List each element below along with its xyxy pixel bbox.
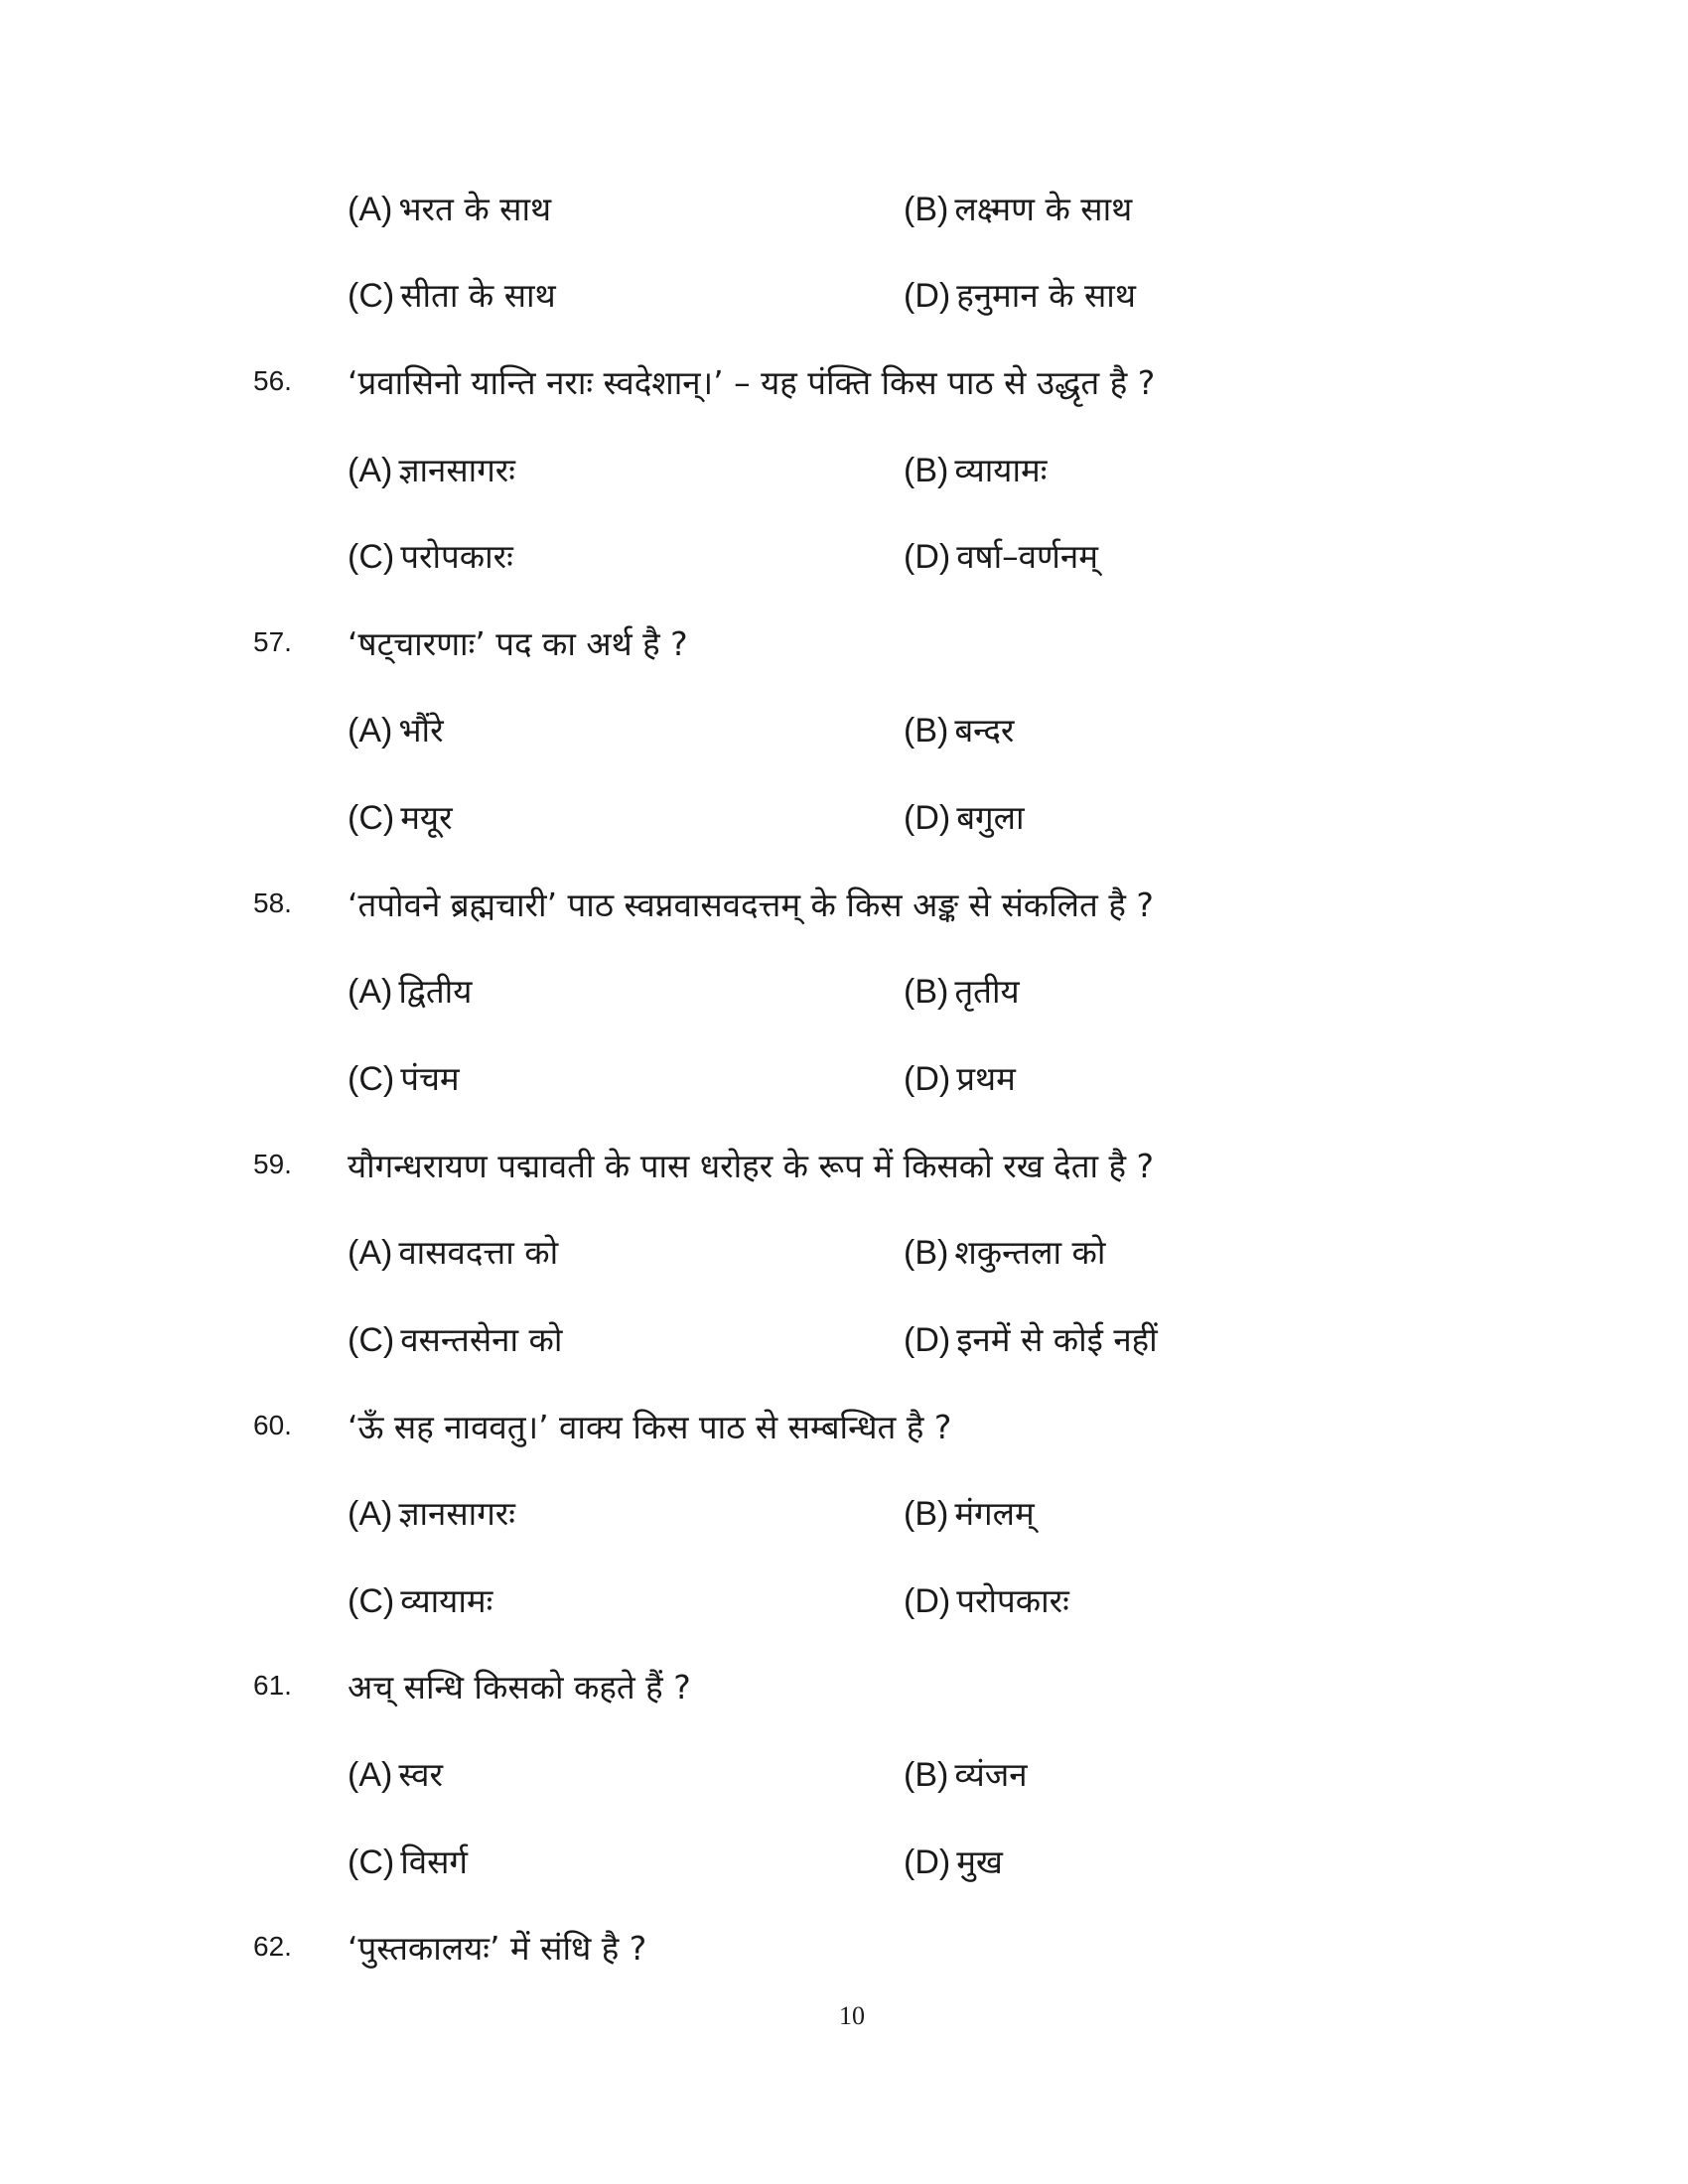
option-text: वर्षा–वर्णनम् — [956, 537, 1098, 576]
option-letter: (B) — [904, 1234, 949, 1272]
option-letter: (A) — [348, 712, 393, 750]
option-text: परोपकारः — [956, 1581, 1069, 1620]
option-text: वसन्तसेना को — [400, 1320, 563, 1359]
option-b — [904, 186, 1132, 230]
question-number: 60. — [253, 1410, 292, 1440]
option-letter: (D) — [904, 1843, 951, 1881]
option-c — [348, 272, 556, 317]
option-text: व्यंजन — [954, 1755, 1028, 1794]
option-text: ज्ञानसागरः — [398, 451, 515, 489]
option-b — [904, 1490, 1035, 1535]
question-57-options-row-2 — [0, 790, 1688, 850]
question-text: यौगन्धरायण पद्मावती के पास धरोहर के रूप में किसको रख देता है ? — [348, 1147, 1155, 1185]
option-a — [348, 707, 444, 751]
question-60 — [0, 1400, 1688, 1459]
page-number: 10 — [839, 2001, 865, 2030]
option-letter: (C) — [348, 1321, 395, 1359]
question-number: 58. — [253, 887, 292, 918]
question-57 — [0, 616, 1688, 676]
question-60-options-row-1 — [0, 1486, 1688, 1546]
question-59-options-row-1 — [0, 1225, 1688, 1285]
option-a — [348, 447, 515, 491]
option-d — [904, 794, 1025, 839]
option-text: मुख — [956, 1843, 1003, 1881]
option-d — [904, 272, 1136, 317]
question-58-options-row-2 — [0, 1051, 1688, 1111]
question-57-options-row-1 — [0, 703, 1688, 762]
option-text: लक्ष्मण के साथ — [954, 190, 1133, 228]
question-62 — [0, 1921, 1688, 1980]
question-61 — [0, 1660, 1688, 1719]
question-61-options-row-1 — [0, 1747, 1688, 1807]
option-text: ज्ञानसागरः — [398, 1494, 515, 1533]
option-text: प्रथम — [956, 1059, 1016, 1098]
question-number: 62. — [253, 1931, 292, 1962]
option-a — [348, 1490, 515, 1535]
option-letter: (D) — [904, 799, 951, 837]
question-61-options-row-2 — [0, 1835, 1688, 1894]
option-letter: (C) — [348, 538, 395, 576]
option-letter: (B) — [904, 973, 949, 1011]
option-text: वासवदत्ता को — [398, 1233, 559, 1272]
option-letter: (D) — [904, 538, 951, 576]
option-c — [348, 794, 453, 839]
option-letter: (B) — [904, 1495, 949, 1533]
option-letter: (B) — [904, 191, 949, 228]
option-a — [348, 968, 472, 1013]
option-letter: (A) — [348, 1756, 393, 1794]
question-number: 61. — [253, 1670, 292, 1701]
option-c — [348, 1577, 492, 1622]
option-c — [348, 1316, 562, 1361]
option-letter: (D) — [904, 277, 951, 315]
option-letter: (B) — [904, 712, 949, 750]
option-letter: (A) — [348, 452, 393, 489]
option-text: तृतीय — [954, 972, 1020, 1011]
option-d — [904, 1055, 1016, 1100]
option-text: व्यायामः — [954, 451, 1048, 489]
option-b — [904, 447, 1047, 491]
option-d — [904, 1316, 1158, 1361]
option-letter: (A) — [348, 1234, 393, 1272]
option-b — [904, 1751, 1028, 1796]
option-d — [904, 533, 1098, 578]
option-letter: (A) — [348, 973, 393, 1011]
question-58-options-row-1 — [0, 964, 1688, 1024]
option-letter: (D) — [904, 1582, 951, 1620]
option-letter: (C) — [348, 277, 395, 315]
option-letter: (C) — [348, 1060, 395, 1098]
question-58 — [0, 878, 1688, 937]
question-text: ‘तपोवने ब्रह्मचारी’ पाठ स्वप्नवासवदत्तम् के किस अङ्क से संकलित है ? — [348, 886, 1154, 924]
question-number: 56. — [253, 365, 292, 396]
option-letter: (C) — [348, 1843, 395, 1881]
option-letter: (D) — [904, 1321, 951, 1359]
option-letter: (B) — [904, 452, 949, 489]
question-number: 57. — [253, 626, 292, 657]
option-b — [904, 968, 1020, 1013]
option-b — [904, 707, 1014, 751]
option-letter: (A) — [348, 191, 393, 228]
option-text: बन्दर — [954, 711, 1015, 750]
question-59 — [0, 1139, 1688, 1198]
option-text: परोपकारः — [400, 537, 513, 576]
option-text: स्वर — [398, 1755, 444, 1794]
question-number: 59. — [253, 1149, 292, 1179]
option-c — [348, 533, 513, 578]
option-c — [348, 1055, 460, 1100]
question-56 — [0, 355, 1688, 415]
question-60-options-row-2 — [0, 1573, 1688, 1633]
option-text: बगुला — [956, 798, 1025, 837]
question-59-options-row-2 — [0, 1312, 1688, 1372]
question-text: ‘षट्चारणाः’ पद का अर्थ है ? — [348, 624, 688, 663]
option-letter: (C) — [348, 799, 395, 837]
option-letter: (A) — [348, 1495, 393, 1533]
option-letter: (C) — [348, 1582, 395, 1620]
option-letter: (D) — [904, 1060, 951, 1098]
continuation-option-row-1 — [0, 182, 1688, 241]
question-text: ‘ऊँ सह नाववतु।’ वाक्य किस पाठ से सम्बन्धित है ? — [348, 1408, 952, 1446]
option-b — [904, 1229, 1105, 1274]
question-56-options-row-1 — [0, 443, 1688, 502]
question-56-options-row-2 — [0, 529, 1688, 589]
option-text: द्वितीय — [398, 972, 473, 1011]
option-text: शकुन्तला को — [954, 1233, 1106, 1272]
continuation-option-row-2 — [0, 268, 1688, 328]
option-d — [904, 1577, 1069, 1622]
option-a — [348, 186, 551, 230]
option-text: व्यायामः — [400, 1581, 493, 1620]
option-a — [348, 1751, 443, 1796]
option-text: इनमें से कोई नहीं — [956, 1320, 1158, 1359]
option-text: मंगलम् — [954, 1494, 1035, 1533]
option-text: सीता के साथ — [400, 276, 556, 315]
option-text: विसर्ग — [400, 1843, 468, 1881]
option-text: हनुमान के साथ — [956, 276, 1136, 315]
option-c — [348, 1839, 468, 1883]
option-a — [348, 1229, 558, 1274]
question-text: ‘पुस्तकालयः’ में संधि है ? — [348, 1929, 647, 1968]
option-d — [904, 1839, 1003, 1883]
option-text: भरत के साथ — [398, 190, 552, 228]
option-text: मयूर — [400, 798, 453, 837]
option-text: पंचम — [400, 1059, 460, 1098]
question-text: अच् सन्धि किसको कहते हैं ? — [348, 1668, 691, 1706]
option-text: भौंरे — [398, 711, 444, 750]
question-text: ‘प्रवासिनो यान्ति नराः स्वदेशान्।’ – यह पंक्ति किस पाठ से उद्धृत है ? — [348, 363, 1156, 402]
option-letter: (B) — [904, 1756, 949, 1794]
